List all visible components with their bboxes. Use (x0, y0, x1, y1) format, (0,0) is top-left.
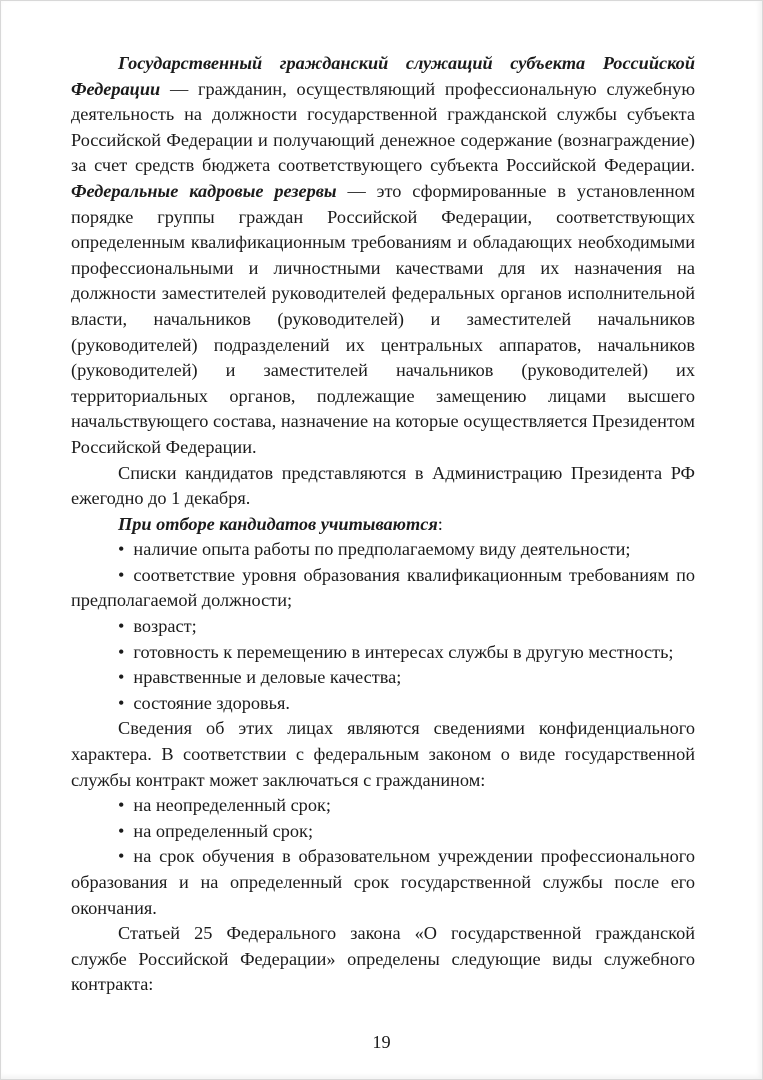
list-item-text: на неопределенный срок; (133, 795, 331, 816)
page-number: 19 (372, 1032, 391, 1052)
list-item-text: готовность к перемещению в интересах службы в другую местность; (133, 641, 674, 662)
list-item-text: наличие опыта работы по предполагаемому виду деятельности; (133, 539, 631, 560)
definition-text-2: — это сформированные в установленном порядке группы граждан Российской Федерации, соответствующих определенным квалификационным требованиям и обладающих необходимыми профессиональными и личностными качествами для их назначения на должности заместителей руководителей федеральных органов исполнительной власти, начальников (руководителей) и заместителей начальников (руководителей) подразделений их центральных аппаратов, начальников (руководителей) и заместителей начальников (руководителей) их территориальных органов, подлежащие замещению лицами высшего начальствующего состава, назначение на которые осуществляется Президентом Российской Федерации. (71, 180, 695, 457)
term-federal-personnel-reserves: Федеральные кадровые резервы (71, 180, 337, 201)
text-block (71, 51, 695, 998)
selection-criteria-colon: : (437, 513, 443, 534)
bullet-icon: • (118, 846, 125, 867)
bullet-icon: • (118, 795, 125, 816)
bullet-icon: • (118, 539, 125, 560)
list-item-text: возраст; (133, 616, 197, 637)
paragraph-confidentiality (71, 716, 695, 793)
bullet-icon: • (118, 692, 125, 713)
paragraph-selection-criteria-heading (71, 512, 695, 538)
list-item-text: нравственные и деловые качества; (133, 667, 402, 688)
list-item-criterion (71, 640, 695, 666)
paragraph-candidate-lists (71, 461, 695, 512)
list-item-criterion (71, 563, 695, 614)
list-item-criterion (71, 614, 695, 640)
selection-criteria-lead: При отборе кандидатов учитываются (118, 513, 438, 534)
list-item-criterion (71, 691, 695, 717)
list-item-text: соответствие уровня образования квалификационным требованиям по предполагаемой должности; (71, 564, 695, 611)
paragraph-text: Сведения об этих лицах являются сведениями конфиденциального характера. В соответствии с федеральным законом о виде государственной службы контракт может заключаться с гражданином: (71, 718, 695, 790)
bullet-icon: • (118, 616, 125, 637)
list-item-criterion (71, 665, 695, 691)
term-civil-servant: Государственный гражданский служащий субъекта Российской Федерации (71, 53, 695, 99)
list-item-text: на срок обучения в образовательном учреждении профессионального образования и на определенный срок государственной службы после его окончания. (71, 846, 695, 918)
bullet-icon: • (118, 820, 125, 841)
paragraph-text: Списки кандидатов представляются в Администрацию Президента РФ ежегодно до 1 декабря. (71, 462, 695, 509)
bullet-icon: • (118, 667, 125, 688)
bullet-icon: • (118, 641, 125, 662)
paragraph-definition-civil-servant (71, 51, 695, 461)
paragraph-text: Статьей 25 Федерального закона «О государственной гражданской службе Российской Федерации» определены следующие виды служебного контракта: (71, 923, 695, 995)
definition-text-1: — гражданин, осуществляющий профессиональную служебную деятельность на должности государственной гражданской службы субъекта Российской Федерации и получающий денежное содержание (вознаграждение) за счет средств бюджета соответствующего субъекта Российской Федерации. (71, 78, 695, 176)
list-item-contract-term (71, 819, 695, 845)
bullet-icon: • (118, 564, 125, 585)
list-item-contract-term (71, 844, 695, 921)
list-item-contract-term (71, 793, 695, 819)
list-item-text: состояние здоровья. (133, 692, 290, 713)
paragraph-article-25 (71, 921, 695, 998)
list-item-criterion (71, 537, 695, 563)
list-item-text: на определенный срок; (133, 820, 314, 841)
